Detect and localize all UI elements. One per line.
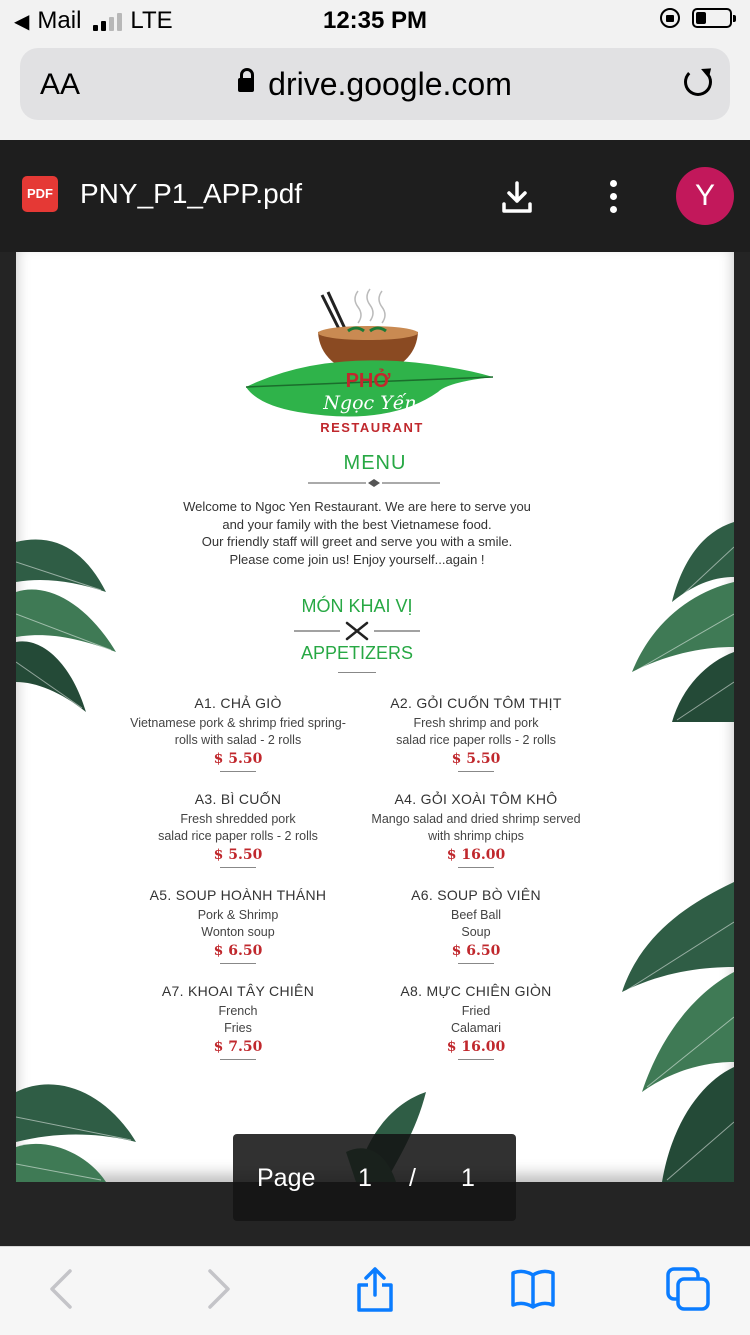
item-underline bbox=[458, 867, 494, 868]
file-name: PNY_P1_APP.pdf bbox=[80, 178, 303, 209]
item-title: A3. BÌ CUỐN bbox=[194, 791, 282, 807]
item-description: Mango salad and dried shrimp served with shrimp chips bbox=[371, 812, 581, 843]
total-pages: 1 bbox=[461, 1164, 475, 1192]
item-price: $ 16.00 bbox=[446, 847, 506, 863]
item-underline bbox=[220, 771, 256, 772]
palm-leaf-decoration-icon bbox=[622, 882, 734, 1182]
menu-item bbox=[108, 791, 368, 868]
back-icon[interactable] bbox=[38, 1265, 86, 1313]
item-description: Vietnamese pork & shrimp fried spring- rolls with salad - 2 rolls bbox=[130, 716, 346, 747]
item-underline bbox=[458, 771, 494, 772]
viewer-header bbox=[0, 140, 750, 252]
welcome-line: Our friendly staff will greet and serve you with a smile. bbox=[201, 534, 513, 549]
battery-icon bbox=[692, 8, 732, 28]
text-size-label: AA bbox=[40, 68, 81, 101]
status-time: 12:35 PM bbox=[322, 7, 428, 34]
item-underline bbox=[220, 1059, 256, 1060]
page-label: Page bbox=[257, 1164, 316, 1192]
item-underline bbox=[458, 1059, 494, 1060]
pdf-page[interactable] bbox=[16, 252, 734, 1182]
item-price: $ 16.00 bbox=[446, 1039, 506, 1055]
pdf-viewer bbox=[0, 140, 750, 1246]
item-title: A1. CHẢ GIÒ bbox=[194, 695, 282, 711]
item-price: $ 6.50 bbox=[213, 943, 263, 959]
network-label: LTE bbox=[130, 7, 173, 34]
lock-icon bbox=[238, 78, 254, 92]
menu-item bbox=[346, 887, 606, 964]
page-separator: / bbox=[409, 1164, 416, 1192]
logo-main-text: PHỞ bbox=[345, 370, 391, 392]
item-price: $ 5.50 bbox=[451, 751, 501, 767]
page-indicator bbox=[233, 1134, 516, 1221]
item-title: A4. GỎI XOÀI TÔM KHÔ bbox=[394, 791, 558, 807]
current-page: 1 bbox=[358, 1164, 372, 1192]
item-price: $ 5.50 bbox=[213, 751, 263, 767]
item-title: A2. GỎI CUỐN TÔM THỊT bbox=[390, 695, 562, 711]
welcome-line: Welcome to Ngoc Yen Restaurant. We are here to serve you bbox=[183, 499, 531, 514]
item-title: A6. SOUP BÒ VIÊN bbox=[411, 887, 541, 903]
account-avatar[interactable]: Y bbox=[676, 167, 734, 225]
tabs-icon[interactable] bbox=[664, 1265, 712, 1313]
menu-item bbox=[346, 791, 606, 868]
browser-toolbar bbox=[0, 1246, 750, 1335]
menu-item bbox=[346, 983, 606, 1060]
item-underline bbox=[220, 867, 256, 868]
menu-item bbox=[108, 983, 368, 1060]
menu-item bbox=[108, 887, 368, 964]
logo-script-text: Ngọc Yến bbox=[323, 392, 417, 414]
section-title-vietnamese: MÓN KHAI VỊ bbox=[301, 596, 413, 616]
status-bar bbox=[0, 0, 750, 40]
item-description: Fried Calamari bbox=[450, 1004, 501, 1035]
welcome-line: and your family with the best Vietnamese food. bbox=[222, 516, 492, 532]
forward-icon[interactable] bbox=[194, 1265, 242, 1313]
item-underline bbox=[458, 963, 494, 964]
item-price: $ 6.50 bbox=[451, 943, 501, 959]
status-right bbox=[660, 8, 732, 28]
item-description: Beef Ball Soup bbox=[450, 908, 502, 939]
download-icon[interactable] bbox=[500, 180, 534, 214]
item-title: A7. KHOAI TÂY CHIÊN bbox=[161, 983, 315, 999]
divider-ornament-icon bbox=[306, 478, 442, 488]
menu-title: MENU bbox=[343, 452, 407, 474]
welcome-text bbox=[16, 498, 698, 568]
item-description: Pork & Shrimp Wonton soup bbox=[197, 908, 279, 939]
back-app-label[interactable]: Mail bbox=[37, 7, 82, 34]
menu-item bbox=[346, 695, 606, 772]
item-price: $ 5.50 bbox=[213, 847, 263, 863]
bookmarks-icon[interactable] bbox=[509, 1265, 557, 1313]
logo-sub-text: RESTAURANT bbox=[320, 420, 424, 435]
pdf-file-icon: PDF bbox=[22, 176, 58, 212]
url-display[interactable] bbox=[20, 66, 730, 103]
item-description: Fresh shredded pork salad rice paper rolls - 2 rolls bbox=[158, 812, 318, 843]
item-title: A8. MỰC CHIÊN GIÒN bbox=[400, 983, 552, 999]
restaurant-logo bbox=[238, 287, 498, 437]
menu-item bbox=[108, 695, 368, 772]
address-bar[interactable] bbox=[20, 48, 730, 120]
palm-leaf-decoration-icon bbox=[16, 1052, 146, 1182]
more-options-icon[interactable] bbox=[608, 180, 618, 214]
orientation-lock-icon bbox=[660, 8, 680, 28]
section-underline bbox=[338, 672, 376, 673]
item-title: A5. SOUP HOÀNH THÁNH bbox=[149, 887, 327, 903]
section-title-english: APPETIZERS bbox=[300, 643, 414, 663]
back-to-app-icon[interactable]: ◀ bbox=[14, 10, 30, 33]
url-text: drive.google.com bbox=[268, 66, 512, 102]
item-description: French Fries bbox=[218, 1004, 258, 1035]
item-underline bbox=[220, 963, 256, 964]
item-description: Fresh shrimp and pork salad rice paper rolls - 2 rolls bbox=[396, 716, 556, 747]
fork-knife-icon bbox=[292, 621, 422, 641]
welcome-line: Please come join us! Enjoy yourself...again ! bbox=[229, 551, 485, 567]
item-price: $ 7.50 bbox=[213, 1039, 263, 1055]
reload-icon[interactable] bbox=[684, 68, 712, 96]
share-icon[interactable] bbox=[351, 1265, 399, 1313]
